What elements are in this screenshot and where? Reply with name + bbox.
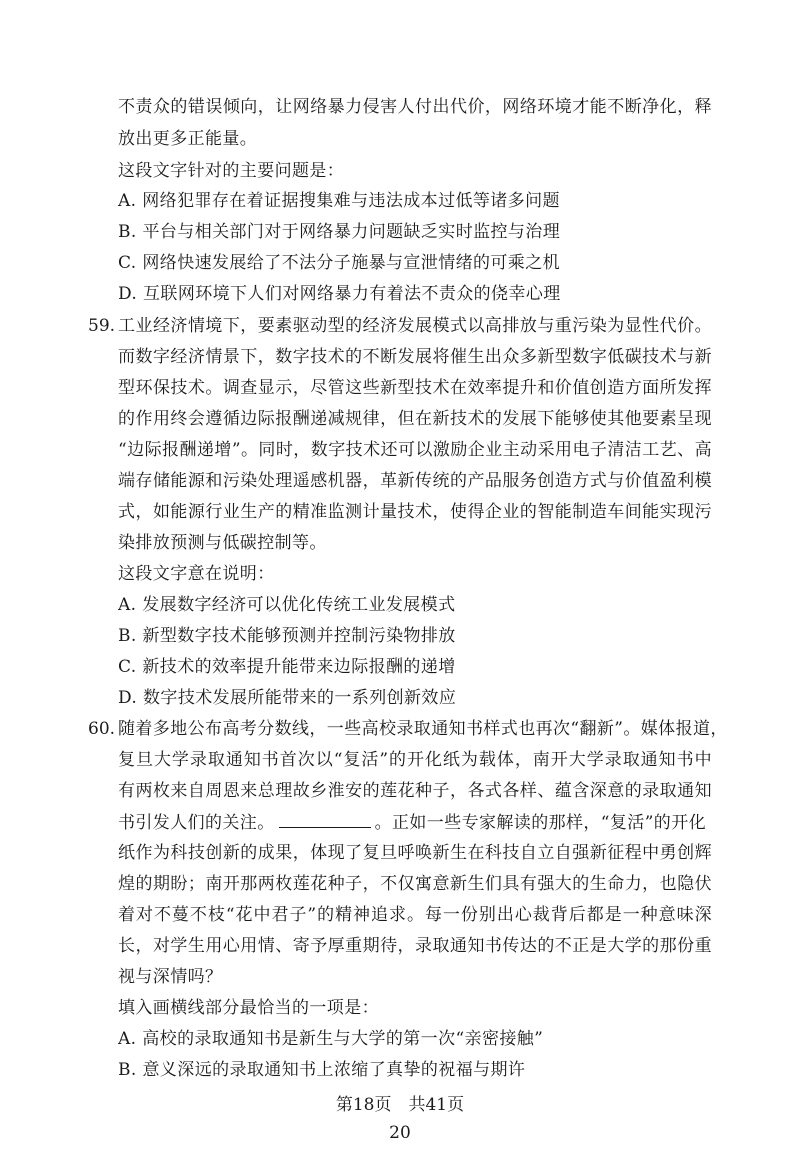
q60-line-5: 纸作为科技创新的成果，体现了复旦呼唤新生在科技自立自强新征程中勇创辉 — [118, 843, 712, 863]
q60-option-a: A. 高校的录取通知书是新生与大学的第一次“亲密接触” — [118, 1029, 544, 1049]
q60-line-9: 视与深情吗？ — [118, 967, 223, 987]
passage-58-line-2: 放出更多正能量。 — [118, 129, 258, 149]
q58-option-c: C. 网络快速发展给了不法分子施暴与宣泄情绪的可乘之机 — [118, 253, 561, 273]
answer-blank — [279, 811, 371, 828]
q59-line-4: 的作用终会遵循边际报酬递减规律，但在新技术的发展下能够使其他要素呈现 — [118, 409, 712, 429]
q59-prompt: 这段文字意在说明： — [118, 564, 275, 584]
q59-option-c: C. 新技术的效率提升能带来边际报酬的递增 — [118, 657, 456, 677]
page-info-footer: 第18页 共41页 — [335, 1095, 465, 1115]
q58-option-b: B. 平台与相关部门对于网络暴力问题缺乏实时监控与治理 — [118, 222, 561, 242]
passage-58-line-1: 不责众的错误倾向，让网络暴力侵害人付出代价，网络环境才能不断净化，释 — [118, 97, 712, 117]
q59-line-8: 染排放预测与低碳控制等。 — [118, 533, 327, 553]
page-number: 20 — [389, 1123, 411, 1143]
q59-line-7: 式，如能源行业生产的精准监测计量技术，使得企业的智能制造车间能实现污 — [118, 502, 712, 522]
q59-line-3: 型环保技术。调查显示，尽管这些新型技术在效率提升和价值创造方面所发挥 — [118, 378, 712, 398]
q59-line-6: 端存储能源和污染处理遥感机器，革新传统的产品服务创造方式与价值盈利模 — [118, 471, 712, 491]
q59-line-1: 工业经济情境下，要素驱动型的经济发展模式以高排放与重污染为显性代价。 — [118, 316, 712, 336]
q60-line-3: 有两枚来自周恩来总理故乡淮安的莲花种子，各式各样、蕴含深意的录取通知 — [118, 781, 712, 801]
q60-option-b: B. 意义深远的录取通知书上浓缩了真挚的祝福与期许 — [118, 1060, 526, 1080]
q58-option-a: A. 网络犯罪存在着证据搜集难与违法成本过低等诸多问题 — [118, 191, 560, 211]
q59-option-d: D. 数字技术发展所能带来的一系列创新效应 — [118, 688, 457, 708]
q58-option-d: D. 互联网环境下人们对网络暴力有着法不责众的侥幸心理 — [118, 284, 561, 304]
q60-line-8: 长，对学生用心用情、寄予厚重期待，录取通知书传达的不正是大学的那份重 — [118, 936, 712, 956]
q59-option-b: B. 新型数字技术能够预测并控制污染物排放 — [118, 626, 456, 646]
q60-prompt: 填入画横线部分最恰当的一项是： — [118, 998, 379, 1018]
q59-number: 59. — [88, 316, 116, 336]
q60-line-4-after: 。正如一些专家解读的那样，“复活”的开化 — [374, 813, 706, 833]
q59-line-2: 而数字经济情景下，数字技术的不断发展将催生出众多新型数字低碳技术与新 — [118, 347, 712, 367]
q60-number: 60. — [88, 719, 116, 739]
q60-line-1: 随着多地公布高考分数线，一些高校录取通知书样式也再次“翻新”。媒体报道， — [118, 719, 728, 739]
q60-line-2: 复旦大学录取通知书首次以“复活”的开化纸为载体，南开大学录取通知书中 — [118, 750, 712, 770]
q60-line-4-before: 书引发人们的关注。 — [118, 813, 275, 833]
q59-option-a: A. 发展数字经济可以优化传统工业发展模式 — [118, 595, 456, 615]
q58-prompt: 这段文字针对的主要问题是： — [118, 161, 345, 181]
q60-line-7: 着对不蔓不枝“花中君子”的精神追求。每一份别出心裁背后都是一种意味深 — [118, 905, 712, 925]
q60-line-6: 煌的期盼；南开那两枚莲花种子，不仅寓意新生们具有强大的生命力，也隐伏 — [118, 874, 712, 894]
q60-line-4 — [118, 811, 712, 834]
q59-line-5: “边际报酬递增”。同时，数字技术还可以激励企业主动采用电子清洁工艺、高 — [118, 440, 712, 460]
